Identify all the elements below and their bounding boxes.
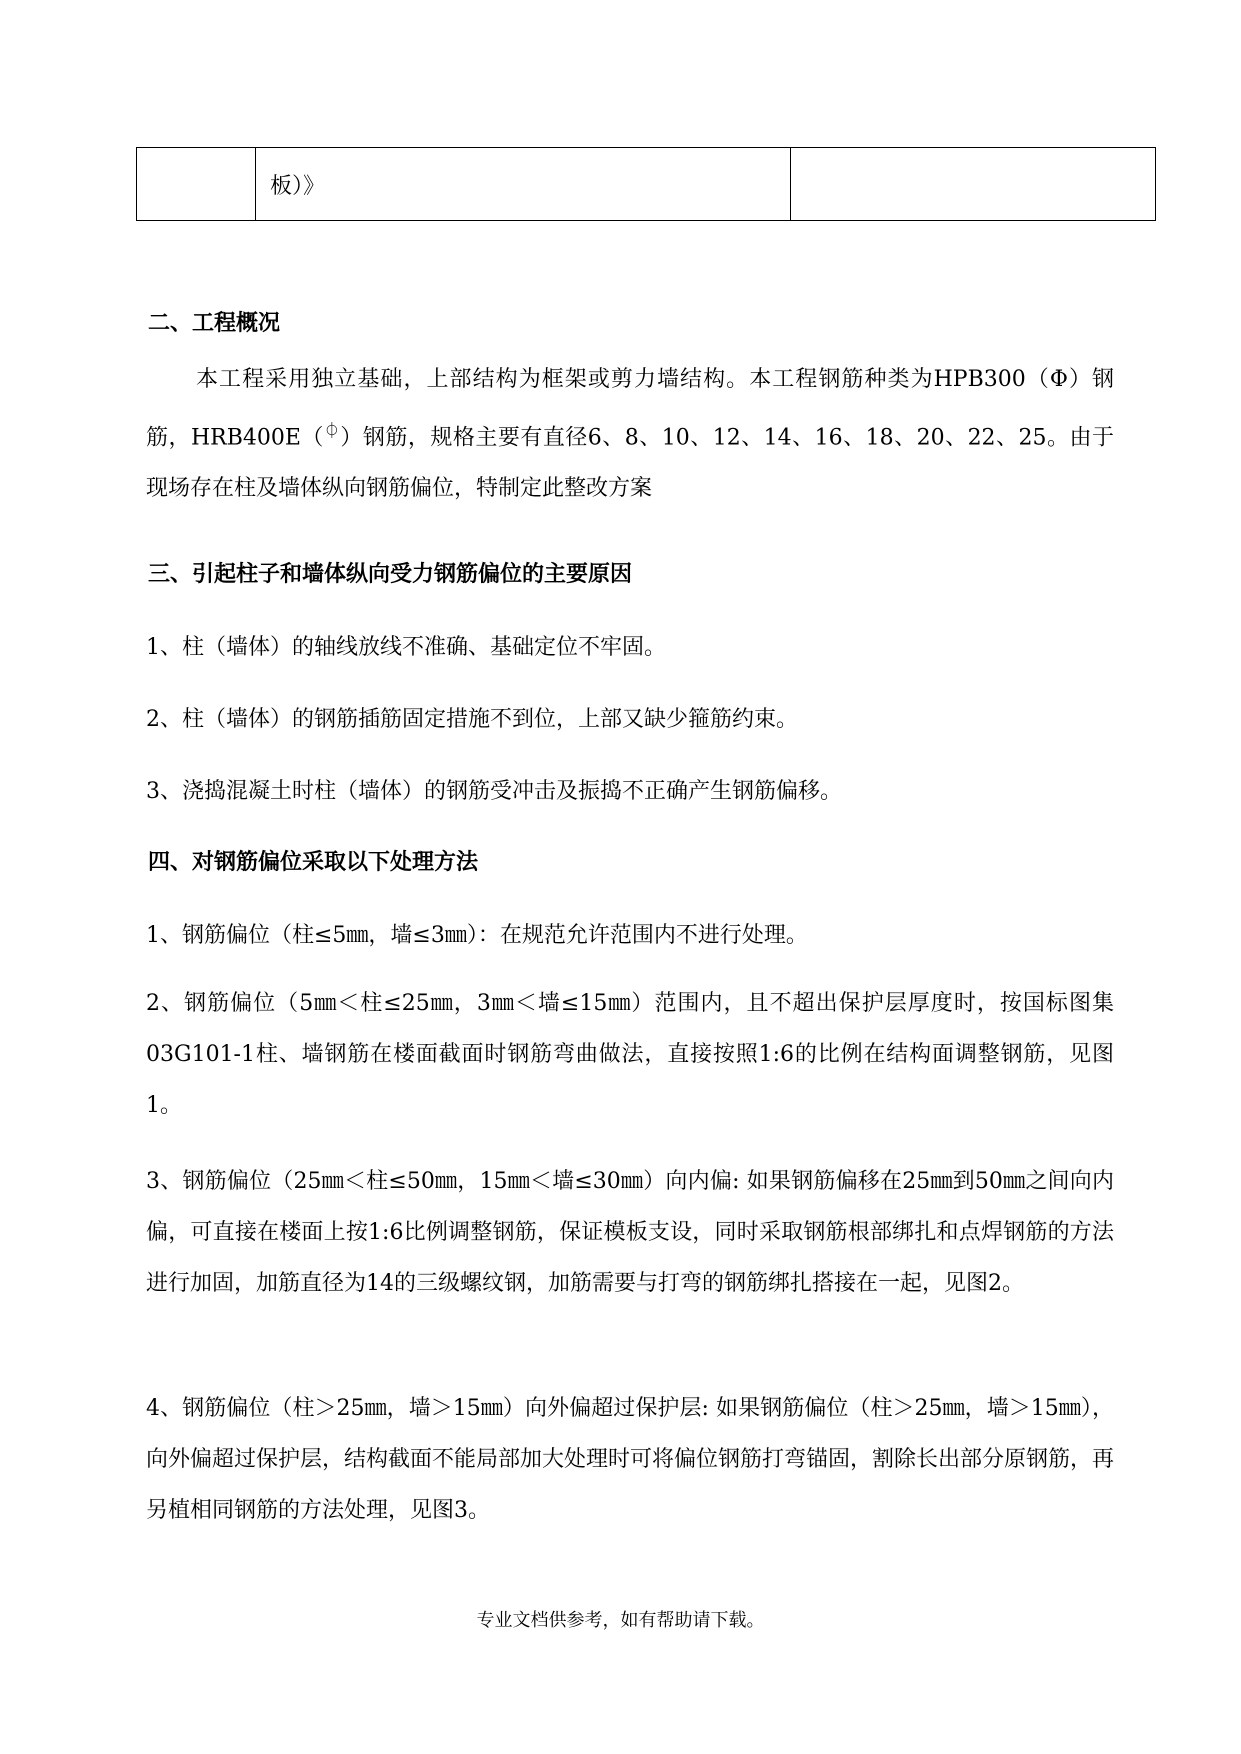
section-heading: 三、引起柱子和墙体纵向受力钢筋偏位的主要原因 — [148, 562, 633, 587]
section-heading: 四、对钢筋偏位采取以下处理方法 — [148, 850, 479, 875]
table-row — [137, 148, 1156, 221]
table-cell: 板）》 — [256, 148, 791, 221]
table-fragment — [136, 147, 1156, 221]
list-item: 2、柱（墙体）的钢筋插筋固定措施不到位，上部又缺少箍筋约束。 — [146, 707, 798, 732]
rebar-symbol: ⏀ — [323, 421, 341, 440]
list-item: 3、钢筋偏位（25㎜＜柱≤50㎜，15㎜＜墙≤30㎜）向内偏: 如果钢筋偏移在25㎜到50㎜之间向内偏，可直接在楼面上按1:6比例调整钢筋，保证模板支设，同时采取钢筋根部绑扎和点焊钢筋的方法进行加固，加筋直径为14的三级螺纹钢，加筋需要与打弯的钢筋绑扎搭接在一起，见图2。 — [146, 1169, 1114, 1296]
list-item: 1、柱（墙体）的轴线放线不准确、基础定位不牢固。 — [146, 635, 666, 660]
paragraph — [146, 354, 1114, 514]
list-item: 3、浇捣混凝土时柱（墙体）的钢筋受冲击及振捣不正确产生钢筋偏移。 — [146, 779, 842, 804]
table-cell — [791, 148, 1156, 221]
list-item: 2、钢筋偏位（5㎜＜柱≤25㎜，3㎜＜墙≤15㎜）范围内，且不超出保护层厚度时，按国标图集03G101-1柱、墙钢筋在楼面截面时钢筋弯曲做法，直接按照1:6的比例在结构面调整钢筋，见图1。 — [146, 991, 1114, 1118]
paragraph-text: ）钢筋，规格主要有直径6、8、10、12、14、16、18、20、22、25。由于现场存在柱及墙体纵向钢筋偏位，特制定此整改方案 — [146, 425, 1114, 502]
table-cell — [137, 148, 256, 221]
list-item: 4、钢筋偏位（柱＞25㎜，墙＞15㎜）向外偏超过保护层: 如果钢筋偏位（柱＞25㎜，墙＞15㎜），向外偏超过保护层，结构截面不能局部加大处理时可将偏位钢筋打弯锚固，割除长出部分原钢筋，再另植相同钢筋的方法处理，见图3。 — [146, 1396, 1115, 1523]
section-heading: 二、工程概况 — [148, 311, 281, 336]
list-item: 1、钢筋偏位（柱≤5㎜，墙≤3㎜）：在规范允许范围内不进行处理。 — [146, 923, 808, 948]
paragraph-text: 本工程采用独立基础，上部结构为框架或剪力墙结构。本工程钢筋种类为HPB300（Φ）钢筋，HRB400E（ — [146, 367, 1114, 451]
page-footer: 专业文档供参考，如有帮助请下载。 — [476, 1610, 765, 1631]
